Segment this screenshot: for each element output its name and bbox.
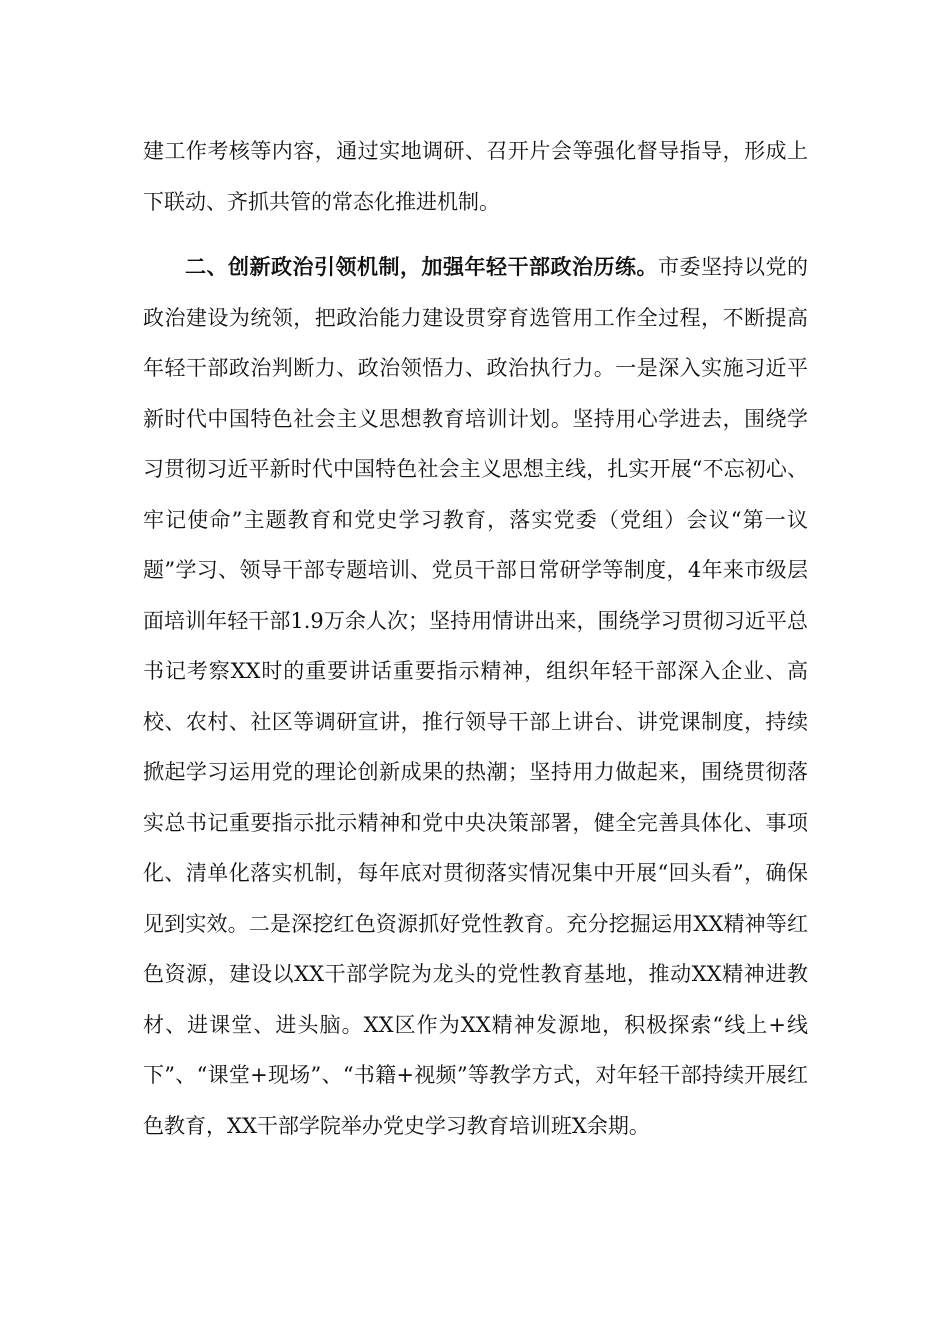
paragraph-section-two: [143, 242, 808, 1151]
section-body-text: 市委坚持以党的政治建设为统领，把政治能力建设贯穿育选管用工作全过程，不断提高年轻干部政治判断力、政治领悟力、政治执行力。一是深入实施习近平新时代中国特色社会主义思想教育培训计划。坚持用心学进去，围绕学习贯彻习近平新时代中国特色社会主义思想主线，扎实开展“不忘初心、牢记使命”主题教育和党史学习教育，落实党委（党组）会议“第一议题”学习、领导干部专题培训、党员干部日常研学等制度，4年来市级层面培训年轻干部1.9万余人次；坚持用情讲出来，围绕学习贯彻习近平总书记考察XX时的重要讲话重要指示精神，组织年轻干部深入企业、高校、农村、社区等调研宣讲，推行领导干部上讲台、讲党课制度，持续掀起学习运用党的理论创新成果的热潮；坚持用力做起来，围绕贯彻落实总书记重要指示批示精神和党中央决策部署，健全完善具体化、事项化、清单化落实机制，每年底对贯彻落实情况集中开展“回头看”，确保见到实效。二是深挖红色资源抓好党性教育。充分挖掘运用XX精神等红色资源，建设以XX干部学院为龙头的党性教育基地，推动XX精神进教材、进课堂、进头脑。XX区作为XX精神发源地，积极探索“线上+线下”、“课堂+现场”、“书籍+视频”等教学方式，对年轻干部持续开展红色教育，XX干部学院举办党史学习教育培训班X余期。: [143, 255, 808, 1138]
section-heading: 二、创新政治引领机制，加强年轻干部政治历练。: [185, 254, 658, 279]
paragraph-continuation: 建工作考核等内容，通过实地调研、召开片会等强化督导指导，形成上下联动、齐抓共管的常态化推进机制。: [143, 139, 808, 214]
